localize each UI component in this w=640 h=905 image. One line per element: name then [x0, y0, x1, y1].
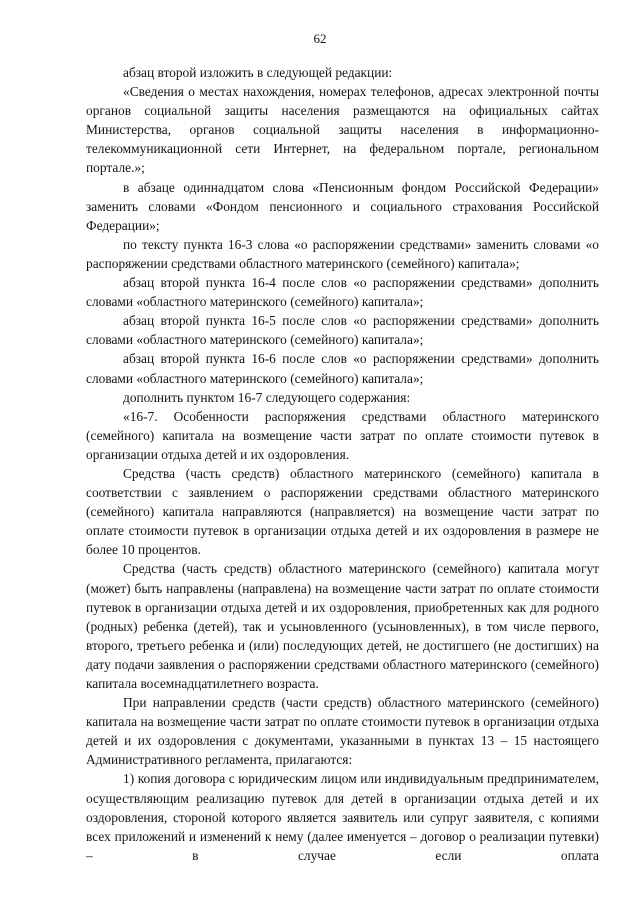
paragraph: дополнить пунктом 16-7 следующего содержания:: [123, 389, 411, 405]
paragraph: абзац второй пункта 16-5 после слов «о распоряжении средствами» дополнить словами «областного материнского (семейного) капитала»;: [86, 313, 599, 348]
paragraph: Средства (часть средств) областного материнского (семейного) капитала могут (может) быть направлены (направлена) на возмещение части затрат по оплате стоимости путевок в организации отдыха детей и их оздоровления, приобретенных как для родного (родных) ребенка (детей), так и усыновленного (усыновленных), в том числе первого, второго, третьего ребенка и (или) последующих детей, не достигшего (не достигших) на дату подачи заявления о распоряжении средствами областного материнского (семейного) капитала восемнадцатилетнего возраста.: [86, 561, 599, 691]
paragraph: абзац второй пункта 16-6 после слов «о распоряжении средствами» дополнить словами «областного материнского (семейного) капитала»;: [86, 351, 599, 386]
paragraph: «Сведения о местах нахождения, номерах телефонов, адресах электронной почты органов социальной защиты населения размещаются на официальных сайтах Министерства, органов социальной защиты населения в информационно-телекоммуникационной сети Интернет, на федеральном портале, региональном портале.»;: [86, 84, 599, 176]
paragraph: абзац второй пункта 16-4 после слов «о распоряжении средствами» дополнить словами «областного материнского (семейного) капитала»;: [86, 275, 599, 310]
paragraph: в абзаце одиннадцатом слова «Пенсионным фондом Российской Федерации» заменить словами «Фондом пенсионного и социального страхования Российской Федерации»;: [86, 179, 599, 233]
paragraph: 1) копия договора с юридическим лицом или индивидуальным предпринимателем, осуществляющим реализацию путевок для детей в организации отдыха детей и их оздоровления, стороной которого является заявитель или супруг заявителя, с копиями всех приложений и изменений к нему (далее именуется – договор о реализации путевки) – в случае если оплата: [86, 771, 599, 863]
paragraph: абзац второй изложить в следующей редакции:: [123, 65, 393, 80]
document-body: [86, 63, 599, 865]
paragraph: «16-7. Особенности распоряжения средствами областного материнского (семейного) капитала на возмещение части затрат по оплате стоимости путевок в организации отдыха детей и их оздоровления.: [86, 408, 599, 462]
paragraph: по тексту пункта 16-3 слова «о распоряжении средствами» заменить словами «о распоряжении средствами областного материнского (семейного) капитала»;: [86, 236, 599, 271]
paragraph: При направлении средств (части средств) областного материнского (семейного) капитала на возмещение части затрат по оплате стоимости путевок в организации отдыха детей и их оздоровления с документами, указанными в пунктах 13 – 15 настоящего Административного регламента, прилагаются:: [86, 695, 599, 768]
page-number: 62: [313, 31, 327, 46]
paragraph: Средства (часть средств) областного материнского (семейного) капитала в соответствии с заявлением о распоряжении средствами областного материнского (семейного) капитала направляются (направляется) на возмещение части затрат по оплате стоимости путевок в организации отдыха детей и их оздоровления в размере не более 10 процентов.: [86, 465, 599, 558]
